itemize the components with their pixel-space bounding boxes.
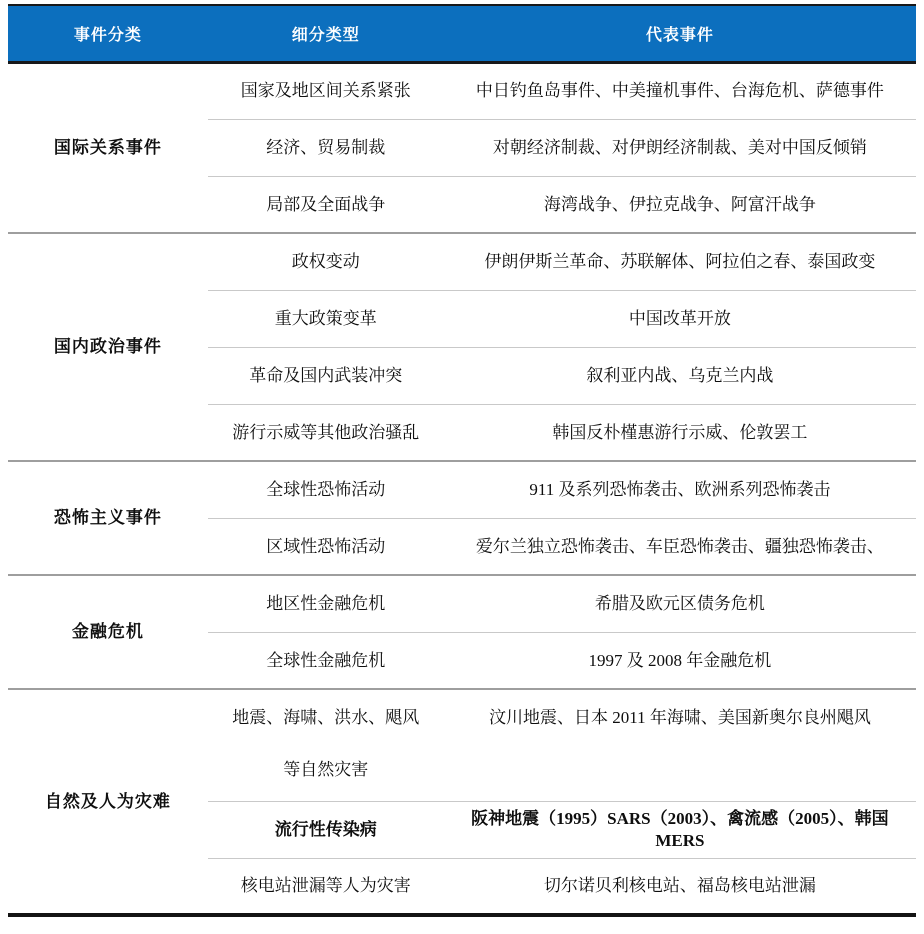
subtype-cell: 政权变动 — [208, 233, 444, 290]
events-cell: 中日钓鱼岛事件、中美撞机事件、台海危机、萨德事件 — [475, 81, 884, 101]
category-label-international-relations: 国际关系事件 — [53, 138, 162, 158]
events-cell: 韩国反朴槿惠游行示威、伦敦罢工 — [444, 404, 916, 461]
subtype-line-2: 等自然灾害 — [283, 760, 369, 780]
subtype-line-1: 地震、海啸、洪水、飓风 — [232, 708, 420, 727]
category-label-domestic-politics: 国内政治事件 — [8, 233, 208, 461]
table-row — [8, 62, 916, 119]
events-cell: 海湾战争、伊拉克战争、阿富汗战争 — [444, 176, 916, 233]
subtype-cell: 核电站泄漏等人为灾害 — [208, 858, 444, 915]
subtype-cell: 重大政策变革 — [208, 290, 444, 347]
subtype-cell: 地区性金融危机 — [208, 575, 444, 632]
header-row — [8, 5, 916, 62]
category-label-financial-crisis: 金融危机 — [8, 575, 208, 689]
events-cell: 希腊及欧元区债务危机 — [444, 575, 916, 632]
events-cell: 叙利亚内战、乌克兰内战 — [444, 347, 916, 404]
events-cell: 伊朗伊斯兰革命、苏联解体、阿拉伯之春、泰国政变 — [444, 233, 916, 290]
subtype-cell: 游行示威等其他政治骚乱 — [208, 404, 444, 461]
header-cell-subtype: 细分类型 — [208, 5, 444, 62]
table-row — [8, 461, 916, 518]
events-cell: 爱尔兰独立恐怖袭击、车臣恐怖袭击、疆独恐怖袭击、 — [444, 518, 916, 575]
events-cell: 汶川地震、日本 2011 年海啸、美国新奥尔良州飓风 — [444, 689, 916, 801]
subtype-cell: 流行性传染病 — [208, 801, 444, 858]
subtype-cell — [208, 689, 444, 801]
events-cell: 911 及系列恐怖袭击、欧洲系列恐怖袭击 — [444, 461, 916, 518]
category-label-terrorism: 恐怖主义事件 — [8, 461, 208, 575]
subtype-cell: 区域性恐怖活动 — [208, 518, 444, 575]
subtype-cell: 革命及国内武装冲突 — [208, 347, 444, 404]
subtype-cell: 国家及地区间关系紧张 — [240, 81, 411, 101]
table-row — [8, 233, 916, 290]
events-cell: 对朝经济制裁、对伊朗经济制裁、美对中国反倾销 — [444, 119, 916, 176]
table-row — [8, 575, 916, 632]
event-classification-table — [8, 4, 916, 917]
subtype-cell: 全球性金融危机 — [208, 632, 444, 689]
subtype-cell: 局部及全面战争 — [208, 176, 444, 233]
events-cell: 阪神地震（1995）SARS（2003）、禽流感（2005）、韩国 MERS — [444, 801, 916, 858]
table-row — [8, 689, 916, 801]
header-cell-events: 代表事件 — [444, 5, 916, 62]
subtype-cell: 经济、贸易制裁 — [208, 119, 444, 176]
category-label-disasters: 自然及人为灾难 — [8, 689, 208, 915]
events-cell: 中国改革开放 — [444, 290, 916, 347]
events-cell: 1997 及 2008 年金融危机 — [444, 632, 916, 689]
header-cell-category: 事件分类 — [8, 5, 208, 62]
subtype-cell: 全球性恐怖活动 — [208, 461, 444, 518]
events-cell: 切尔诺贝利核电站、福岛核电站泄漏 — [444, 858, 916, 915]
